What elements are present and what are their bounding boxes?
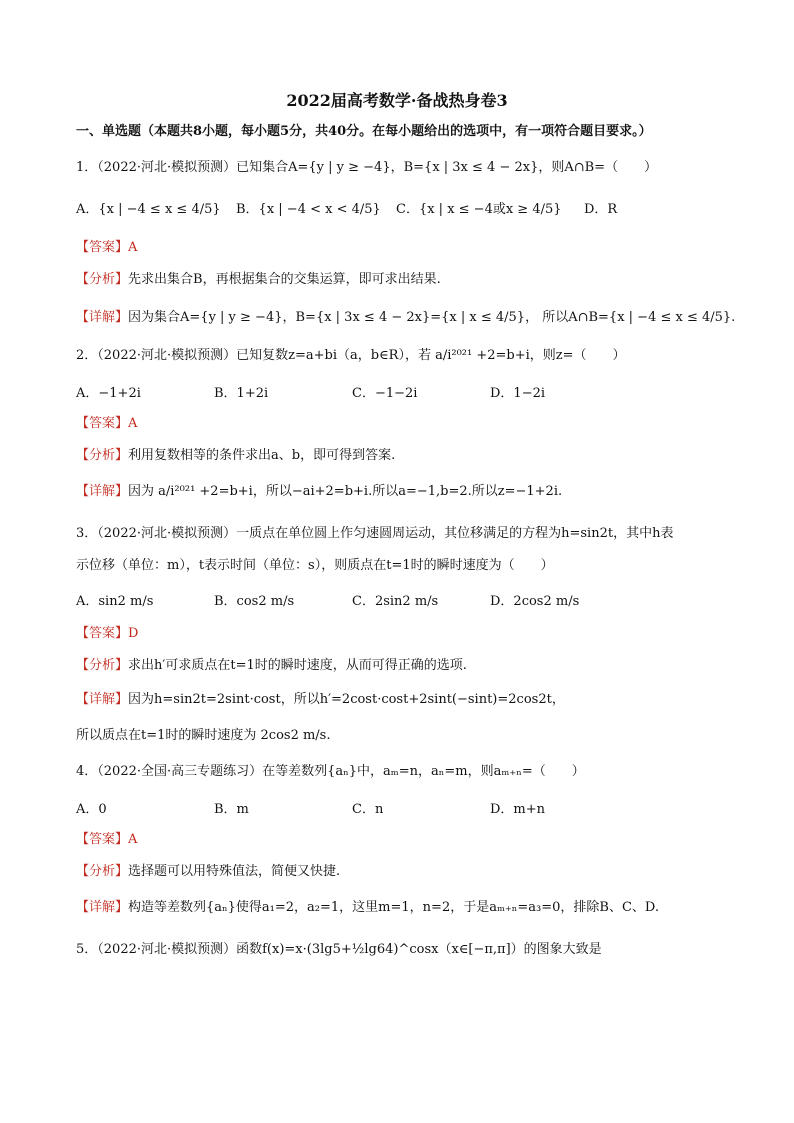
label-tag: 【分析】 — [76, 864, 129, 879]
question-1-option-c: C．{x | x ≤ −4或x ≥ 4/5} — [396, 202, 562, 217]
label-tag: 【分析】 — [76, 658, 129, 673]
label-tag: 【分析】 — [76, 272, 129, 287]
question-3-detail — [76, 690, 734, 710]
question-3-option-a: A．sin2 m/s — [76, 594, 154, 609]
question-4-options — [76, 800, 734, 820]
question-1-detail — [76, 308, 734, 328]
question-3-detail-continued: 所以质点在t=1时的瞬时速度为 2cos2 m/s. — [76, 728, 331, 743]
label-text: 因为集合A={y | y ≥ −4}，B={x | 3x ≤ 4 − 2x}={x | x ≤ 4/5}， 所以A∩B={x | −4 ≤ x ≤ 4/5}. — [128, 310, 736, 325]
question-1-option-a: A．{x | −4 ≤ x ≤ 4/5} — [76, 202, 221, 217]
question-4-analysis — [76, 862, 734, 882]
question-2-analysis — [76, 446, 734, 466]
page-title: 2022届高考数学·备战热身卷3 — [286, 91, 508, 110]
question-3-stem-continued: 示位移（单位：m），t表示时间（单位：s），则质点在t=1时的瞬时速度为（ ） — [76, 558, 554, 573]
question-3-option-b: B．cos2 m/s — [214, 594, 295, 609]
label-text: 因为 a/i²⁰²¹ +2=b+i，所以−ai+2=b+i.所以a=−1,b=2.所以z=−1+2i. — [128, 484, 563, 499]
question-2-option-c: C．−1−2i — [352, 386, 418, 401]
question-4-detail — [76, 898, 734, 918]
question-1-answer: 【答案】A — [76, 240, 138, 255]
question-2-stem: 2．（2022·河北·模拟预测）已知复数z=a+bi（a，b∈R），若 a/i²⁰²¹ +2=b+i，则z=（ ） — [76, 348, 626, 363]
question-3-option-c: C．2sin2 m/s — [352, 594, 439, 609]
question-3-answer: 【答案】D — [76, 626, 139, 641]
question-4-option-c: C．n — [352, 802, 384, 817]
question-3-stem: 3．（2022·河北·模拟预测）一质点在单位圆上作匀速圆周运动，其位移满足的方程为h=sin2t，其中h表 — [76, 526, 674, 541]
question-5-stem: 5．（2022·河北·模拟预测）函数f(x)=x·(3lg5+½lg64)^cosx（x∈[−π,π]）的图象大致是 — [76, 942, 602, 957]
question-2-option-b: B．1+2i — [214, 386, 269, 401]
question-4-answer: 【答案】A — [76, 832, 138, 847]
question-3-option-d: D．2cos2 m/s — [490, 594, 580, 609]
label-text: 先求出集合B，再根据集合的交集运算，即可求出结果. — [128, 272, 441, 287]
question-4-stem: 4．（2022·全国·高三专题练习）在等差数列{aₙ}中，aₘ=n，aₙ=m，则aₘ₊ₙ=（ ） — [76, 764, 585, 779]
question-1-stem: 1．（2022·河北·模拟预测）已知集合A={y | y ≥ −4}，B={x | 3x ≤ 4 − 2x}，则A∩B=（ ） — [76, 160, 658, 175]
label-text: 构造等差数列{aₙ}使得a₁=2，a₂=1，这里m=1，n=2，于是aₘ₊ₙ=a₃=0，排除B、C、D. — [128, 900, 660, 915]
section-heading: 一、单选题（本题共8小题，每小题5分，共40分。在每小题给出的选项中，有一项符合题目要求。） — [76, 124, 652, 139]
question-2-answer: 【答案】A — [76, 416, 138, 431]
question-1-option-b: B．{x | −4 < x < 4/5} — [236, 202, 381, 217]
label-tag: 【详解】 — [76, 310, 129, 325]
question-1-options — [76, 200, 734, 220]
question-2-detail — [76, 482, 734, 502]
label-tag: 【详解】 — [76, 900, 129, 915]
question-3-analysis — [76, 656, 734, 676]
question-1-option-d: D．R — [584, 202, 618, 217]
question-2-option-d: D．1−2i — [490, 386, 546, 401]
question-2-options — [76, 384, 734, 404]
label-tag: 【分析】 — [76, 448, 129, 463]
label-text: 利用复数相等的条件求出a、b，即可得到答案. — [128, 448, 396, 463]
label-text: 求出h′可求质点在t=1时的瞬时速度，从而可得正确的选项. — [128, 658, 467, 673]
question-3-options — [76, 592, 734, 612]
label-tag: 【详解】 — [76, 484, 129, 499]
question-2-option-a: A．−1+2i — [76, 386, 141, 401]
question-1-analysis — [76, 270, 734, 290]
label-text: 因为h=sin2t=2sint·cost，所以h′=2cost·cost+2sint(−sint)=2cos2t， — [128, 692, 565, 707]
question-4-option-b: B．m — [214, 802, 249, 817]
question-4-option-a: A．0 — [76, 802, 107, 817]
label-text: 选择题可以用特殊值法，简便又快捷. — [128, 864, 341, 879]
label-tag: 【详解】 — [76, 692, 129, 707]
question-4-option-d: D．m+n — [490, 802, 546, 817]
